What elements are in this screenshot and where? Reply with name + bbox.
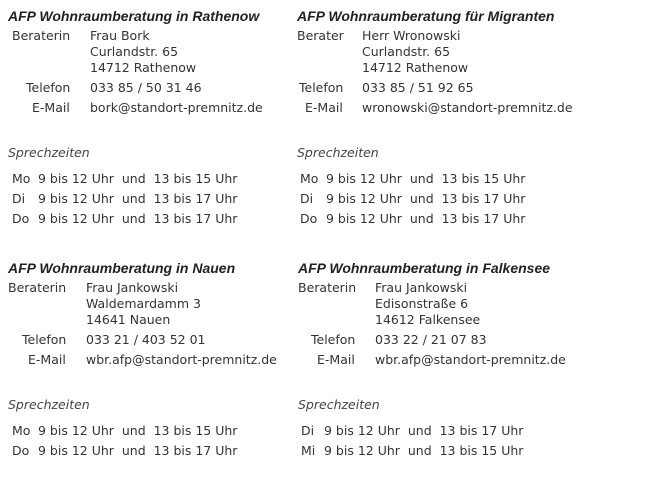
hours-heading: Sprechzeiten [297, 145, 379, 160]
hours-text: 9 bis 12 Uhr und 13 bis 17 Uhr [326, 211, 526, 226]
email-label: E-Mail [32, 100, 70, 115]
city: 14641 Nauen [86, 312, 171, 327]
hours-day: Mo [12, 171, 31, 186]
counselor-name: Frau Jankowski [86, 280, 179, 295]
hours-text: 9 bis 12 Uhr und 13 bis 15 Uhr [324, 443, 524, 458]
hours-day: Do [12, 443, 30, 458]
office-title: AFP Wohnraumberatung in Nauen [8, 260, 236, 276]
counselor-label: Beraterin [12, 28, 71, 43]
hours-text: 9 bis 12 Uhr und 13 bis 17 Uhr [326, 191, 526, 206]
hours-text: 9 bis 12 Uhr und 13 bis 17 Uhr [38, 191, 238, 206]
phone-value: 033 85 / 51 92 65 [362, 80, 474, 95]
hours-heading: Sprechzeiten [8, 145, 90, 160]
hours-day: Di [301, 423, 315, 438]
office-title: AFP Wohnraumberatung für Migranten [297, 8, 555, 24]
hours-row-mo [12, 423, 237, 438]
street: Edisonstraße 6 [375, 296, 469, 311]
hours-day: Mo [12, 423, 31, 438]
counselor-name: Frau Bork [90, 28, 150, 43]
hours-row-mo [300, 171, 525, 186]
hours-row-di [301, 423, 523, 438]
office-title: AFP Wohnraumberatung in Falkensee [298, 260, 551, 276]
hours-day: Di [12, 191, 26, 206]
hours-row-di [12, 191, 237, 206]
hours-day: Mo [300, 171, 319, 186]
office-nauen [8, 260, 293, 470]
street: Curlandstr. 65 [362, 44, 451, 59]
counselor-label: Berater [297, 28, 344, 43]
email-link[interactable]: wbr.afp@standort-premnitz.de [86, 352, 277, 367]
city: 14712 Rathenow [90, 60, 197, 75]
hours-text: 9 bis 12 Uhr und 13 bis 17 Uhr [38, 443, 238, 458]
hours-row-do [12, 211, 237, 226]
hours-row-mi [301, 443, 523, 458]
counselor-label: Beraterin [298, 280, 357, 295]
phone-value: 033 22 / 21 07 83 [375, 332, 487, 347]
email-link[interactable]: bork@standort-premnitz.de [90, 100, 263, 115]
hours-text: 9 bis 12 Uhr und 13 bis 15 Uhr [326, 171, 526, 186]
email-link[interactable]: wronowski@standort-premnitz.de [362, 100, 573, 115]
hours-heading: Sprechzeiten [298, 397, 380, 412]
hours-day: Mi [301, 443, 316, 458]
hours-heading: Sprechzeiten [8, 397, 90, 412]
email-label: E-Mail [305, 100, 343, 115]
city: 14612 Falkensee [375, 312, 481, 327]
hours-row-do [300, 211, 525, 226]
city: 14712 Rathenow [362, 60, 469, 75]
hours-row-do [12, 443, 237, 458]
hours-day: Do [12, 211, 30, 226]
counselor-label: Beraterin [8, 280, 67, 295]
phone-value: 033 85 / 50 31 46 [90, 80, 202, 95]
email-label: E-Mail [28, 352, 66, 367]
office-migranten [297, 8, 642, 228]
hours-day: Di [300, 191, 314, 206]
hours-day: Do [300, 211, 318, 226]
phone-label: Telefon [299, 80, 344, 95]
hours-row-mo [12, 171, 237, 186]
phone-label: Telefon [26, 80, 71, 95]
phone-label: Telefon [311, 332, 356, 347]
phone-value: 033 21 / 403 52 01 [86, 332, 206, 347]
phone-label: Telefon [22, 332, 67, 347]
hours-row-di [300, 191, 525, 206]
office-rathenow [8, 8, 293, 228]
hours-text: 9 bis 12 Uhr und 13 bis 17 Uhr [324, 423, 524, 438]
street: Waldemardamm 3 [86, 296, 201, 311]
street: Curlandstr. 65 [90, 44, 179, 59]
email-label: E-Mail [317, 352, 355, 367]
counselor-name: Frau Jankowski [375, 280, 468, 295]
office-falkensee [298, 260, 643, 470]
counselor-name: Herr Wronowski [362, 28, 461, 43]
hours-text: 9 bis 12 Uhr und 13 bis 15 Uhr [38, 171, 238, 186]
email-link[interactable]: wbr.afp@standort-premnitz.de [375, 352, 566, 367]
office-title: AFP Wohnraumberatung in Rathenow [8, 8, 260, 24]
hours-text: 9 bis 12 Uhr und 13 bis 17 Uhr [38, 211, 238, 226]
hours-text: 9 bis 12 Uhr und 13 bis 15 Uhr [38, 423, 238, 438]
